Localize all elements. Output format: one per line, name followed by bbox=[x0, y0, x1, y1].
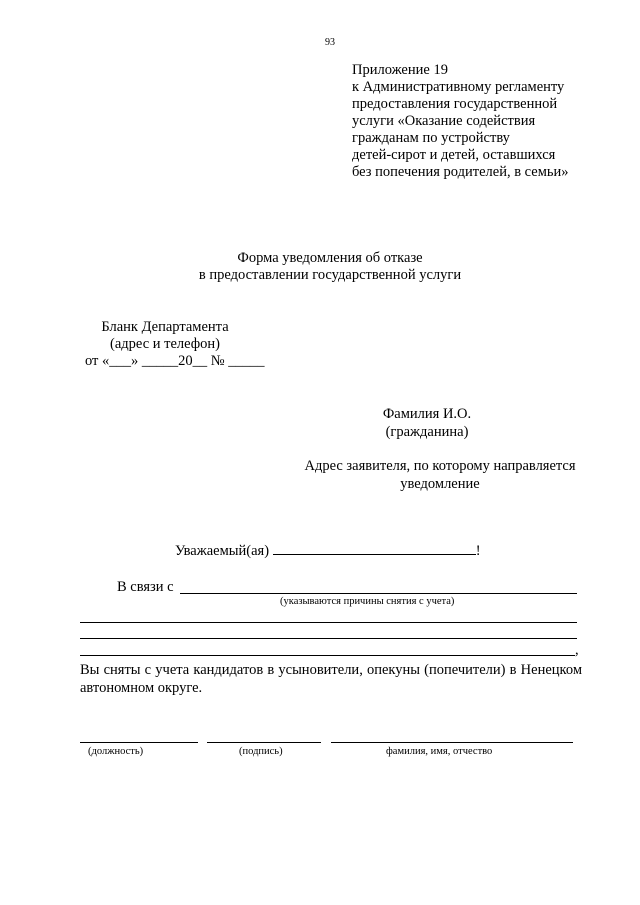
address-line: Адрес заявителя, по которому направляется bbox=[304, 458, 576, 474]
recipient-block bbox=[300, 405, 554, 441]
greeting-line bbox=[175, 541, 481, 560]
full-name-label: фамилия, имя, отчество bbox=[386, 746, 493, 757]
reason-prefix: В связи с bbox=[117, 579, 174, 595]
position-signature-field[interactable] bbox=[80, 742, 198, 743]
appendix-line: услуги «Оказание содействия bbox=[352, 113, 536, 129]
appendix-line: предоставления государственной bbox=[352, 96, 558, 112]
address-line: уведомление bbox=[400, 476, 480, 492]
date-number-line: от «___» _____20__ № _____ bbox=[85, 353, 265, 369]
address-block bbox=[260, 457, 620, 493]
appendix-line: без попечения родителей, в семьи» bbox=[352, 164, 569, 180]
page-number: 93 bbox=[325, 37, 335, 48]
full-name-field[interactable] bbox=[331, 742, 573, 743]
form-title-line: в предоставлении государственной услуги bbox=[198, 267, 462, 283]
appendix-line: детей-сирот и детей, оставшихся bbox=[352, 147, 556, 163]
reason-hint: (указываются причины снятия с учета) bbox=[280, 596, 455, 607]
reason-line bbox=[117, 579, 174, 596]
reason-field[interactable] bbox=[180, 593, 577, 594]
trailing-comma: , bbox=[575, 642, 579, 658]
signature-label: (подпись) bbox=[239, 746, 283, 757]
recipient-name: Фамилия И.О. bbox=[382, 406, 472, 422]
appendix-line: гражданам по устройству bbox=[352, 130, 510, 146]
letterhead-block bbox=[0, 319, 330, 353]
reason-continuation-field[interactable] bbox=[80, 655, 575, 656]
greeting-prefix: Уважаемый(ая) bbox=[175, 543, 270, 559]
greeting-suffix: ! bbox=[475, 543, 481, 559]
greeting-name-field[interactable] bbox=[273, 541, 476, 555]
reason-continuation-field[interactable] bbox=[80, 622, 577, 623]
form-title-line: Форма уведомления об отказе bbox=[237, 250, 423, 266]
signature-field[interactable] bbox=[207, 742, 321, 743]
appendix-line: к Административному регламенту bbox=[352, 79, 565, 95]
appendix-line: Приложение 19 bbox=[352, 62, 448, 78]
position-label: (должность) bbox=[88, 746, 144, 757]
recipient-note: (гражданина) bbox=[385, 424, 469, 440]
reason-continuation-field[interactable] bbox=[80, 638, 577, 639]
appendix-block bbox=[352, 62, 569, 181]
letterhead-name: Бланк Департамента bbox=[101, 319, 229, 335]
body-text: Вы сняты с учета кандидатов в усыновители, опекуны (попечители) в Ненецком автономном округе. bbox=[80, 662, 582, 696]
form-title bbox=[0, 250, 640, 284]
letterhead-contacts: (адрес и телефон) bbox=[110, 336, 220, 352]
